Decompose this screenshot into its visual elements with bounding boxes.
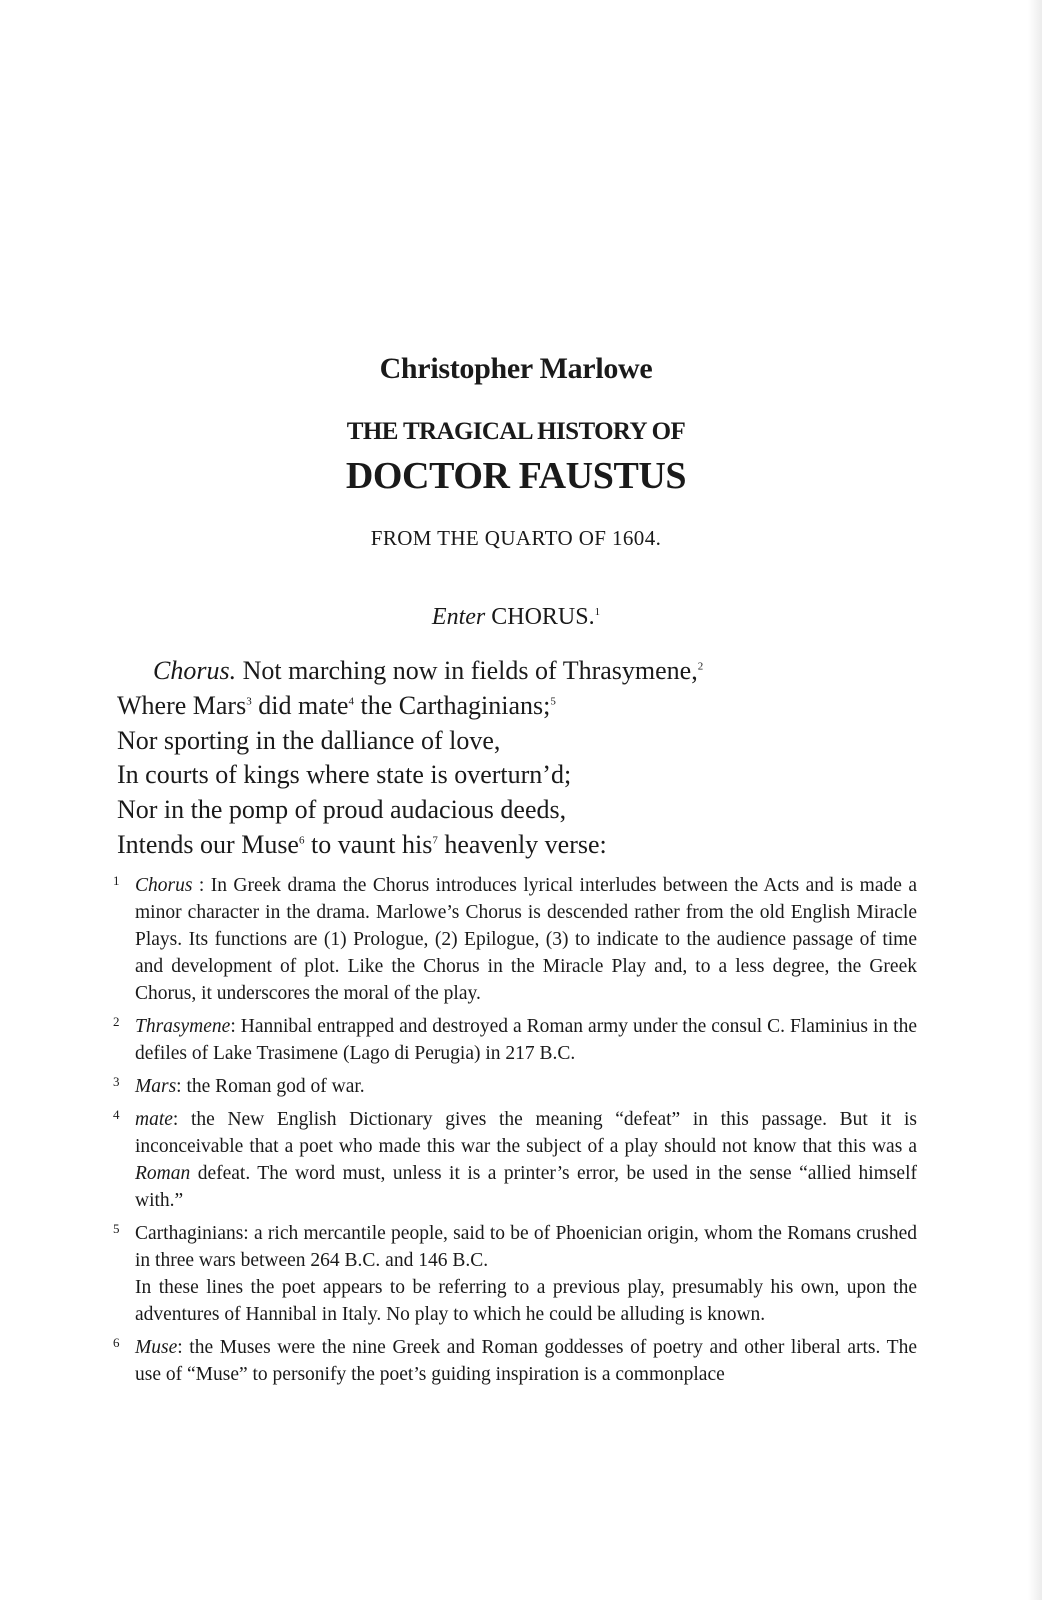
text-run: Not marching now in fields of Thrasymene, [236, 656, 698, 685]
stage-direction [0, 604, 1032, 631]
footnote-number: 3 [113, 1074, 120, 1089]
footnote-ref: 5 [550, 695, 556, 708]
footnote-ref: 6 [298, 834, 305, 847]
speaker-name: Chorus. [153, 656, 237, 685]
stage-direction-verb: Enter [431, 604, 486, 630]
text-run: Intends our Muse [117, 829, 299, 859]
footnote-number: 1 [113, 873, 120, 888]
italic-term: Chorus [135, 875, 193, 896]
italic-term: Mars [135, 1076, 177, 1097]
text-run: Carthaginians: a rich mercantile people, said to be of Phoenician origin, whom the Romans crushed in three wars between 264 B.C. and 146 B.C. [135, 1223, 917, 1271]
verse-line [117, 758, 917, 793]
text-run: In courts of kings where state is overturn’d; [117, 760, 572, 790]
footnote [105, 872, 917, 1007]
text-run: : the Muses were the nine Greek and Roman goddesses of poetry and other liberal arts. The use of “Muse” to personify the poet’s guiding inspiration is a commonplace [135, 1337, 917, 1385]
footnote-ref: 4 [348, 695, 354, 708]
text-run: defeat. The word must, unless it is a printer’s error, be used in the sense “allied himself with.” [135, 1163, 917, 1211]
footnote-number: 4 [113, 1107, 120, 1122]
stage-direction-character: CHORUS. [491, 604, 595, 630]
footnote [105, 1073, 917, 1100]
title-subtitle: THE TRAGICAL HISTORY OF [346, 418, 686, 445]
page-edge-shadow [1028, 0, 1042, 1600]
text-run: the Carthaginians; [353, 690, 551, 720]
verse-line [117, 724, 917, 759]
footnote [105, 1013, 917, 1067]
footnote-ref: 2 [697, 660, 704, 673]
footnote-ref: 7 [432, 834, 438, 847]
text-run: did mate [251, 690, 349, 720]
author-name: Christopher Marlowe [379, 352, 653, 385]
verse-line [117, 654, 917, 689]
footnote-number: 2 [113, 1014, 120, 1029]
text-run: : In Greek drama the Chorus introduces lyrical interludes between the Acts and is made a minor character in the drama. Marlowe’s Chorus is descended rather from the old English Miracle Plays. Its functions are (1) Prologue, (2) Epilogue, (3) to indicate to the audience passage of time and development of plot. Like the Chorus in the Miracle Play and, to a less degree, the Greek Chorus, it underscores the moral of the play. [135, 875, 917, 1004]
footnote-number: 5 [113, 1221, 120, 1236]
text-run: : the Roman god of war. [176, 1076, 365, 1097]
text-run: heavenly verse: [437, 829, 607, 859]
text-run: Where Mars [117, 690, 247, 720]
text-run: to vaunt his [304, 829, 433, 859]
verse-block [117, 654, 917, 863]
text-run: In these lines the poet appears to be referring to a previous play, presumably his own, upon the adventures of Hannibal in Italy. No play to which he could be alluding is known. [135, 1277, 917, 1325]
italic-term: Thrasymene [135, 1016, 231, 1037]
footnote-ref: 1 [594, 606, 601, 618]
footnote [105, 1220, 917, 1328]
text-run: : Hannibal entrapped and destroyed a Roman army under the consul C. Flaminius in the defiles of Lake Trasimene (Lago di Perugia) in 217 B.C. [135, 1016, 917, 1064]
footnote-number: 6 [113, 1335, 120, 1350]
verse-line [117, 793, 917, 828]
footnote [105, 1106, 917, 1214]
italic-term: mate [135, 1109, 173, 1130]
text-run: Nor sporting in the dalliance of love, [117, 725, 501, 755]
verse-line [117, 689, 917, 724]
footnote-ref: 3 [246, 695, 252, 708]
italic-term: Roman [135, 1163, 191, 1184]
verse-line [117, 828, 917, 863]
main-title: DOCTOR FAUSTUS [345, 455, 687, 497]
text-run: : the New English Dictionary gives the meaning “defeat” in this passage. But it is inconceivable that a poet who made this war the subject of a play should not know that this was a [135, 1109, 917, 1157]
footnotes [105, 872, 917, 1394]
italic-term: Muse [135, 1337, 178, 1358]
source-line: FROM THE QUARTO OF 1604. [370, 526, 662, 550]
footnote [105, 1334, 917, 1388]
text-run: Nor in the pomp of proud audacious deeds, [117, 795, 567, 825]
